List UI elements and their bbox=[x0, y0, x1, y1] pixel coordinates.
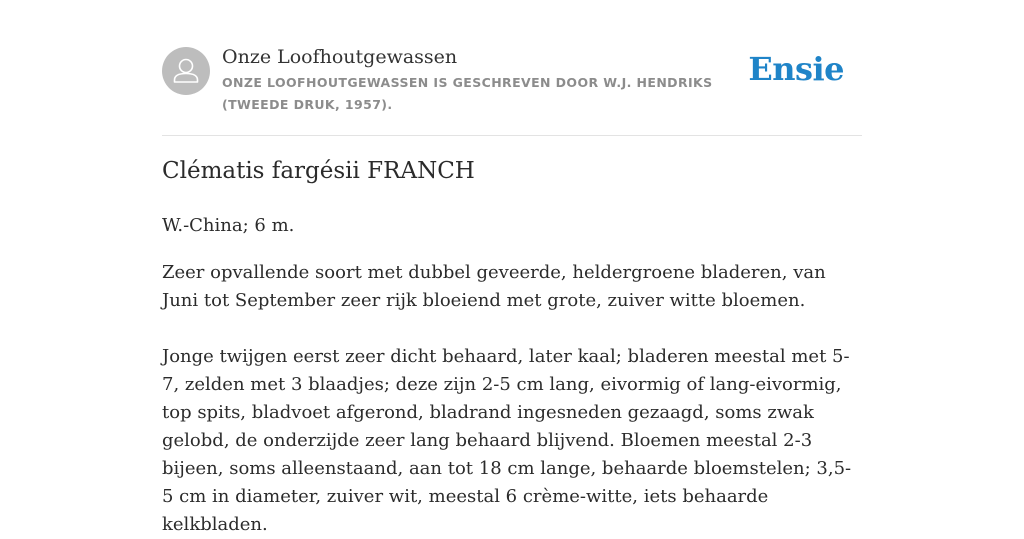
header-divider bbox=[162, 135, 862, 136]
entry-origin: W.-China; 6 m. bbox=[162, 215, 295, 236]
entry-summary: Zeer opvallende soort met dubbel geveerde, heldergroene bladeren, van Juni tot September zeer rijk bloeiend met grote, zuiver witte bloemen. bbox=[162, 262, 826, 311]
entry-content bbox=[162, 212, 862, 539]
source-title[interactable]: Onze Loofhoutgewassen bbox=[222, 46, 458, 68]
entry-description: Jonge twijgen eerst zeer dicht behaard, later kaal; bladeren meestal met 5-7, zelden met 3 blaadjes; deze zijn 2-5 cm lang, eivormig of lang-eivormig, top spits, bladvoet afgerond, bladrand ingesneden gezaagd, soms zwak gelobd, de onderzijde zeer lang behaard blijvend. Bloemen meestal 2-3 bijeen, soms alleenstaand, aan tot 18 cm lange, behaarde bloemstelen; 3,5-5 cm in diameter, zuiver wit, meestal 6 crème-witte, iets behaarde kelkbladen. bbox=[162, 346, 852, 535]
source-description: ONZE LOOFHOUTGEWASSEN IS GESCHREVEN DOOR W.J. HENDRIKS (TWEEDE DRUK, 1957). bbox=[222, 75, 713, 112]
entry-title: Clématis fargésii FRANCH bbox=[162, 158, 475, 184]
user-icon-graphic bbox=[162, 47, 210, 95]
user-icon bbox=[162, 47, 210, 95]
brand-logo[interactable]: Ensie bbox=[748, 50, 844, 88]
source-header bbox=[162, 46, 862, 136]
